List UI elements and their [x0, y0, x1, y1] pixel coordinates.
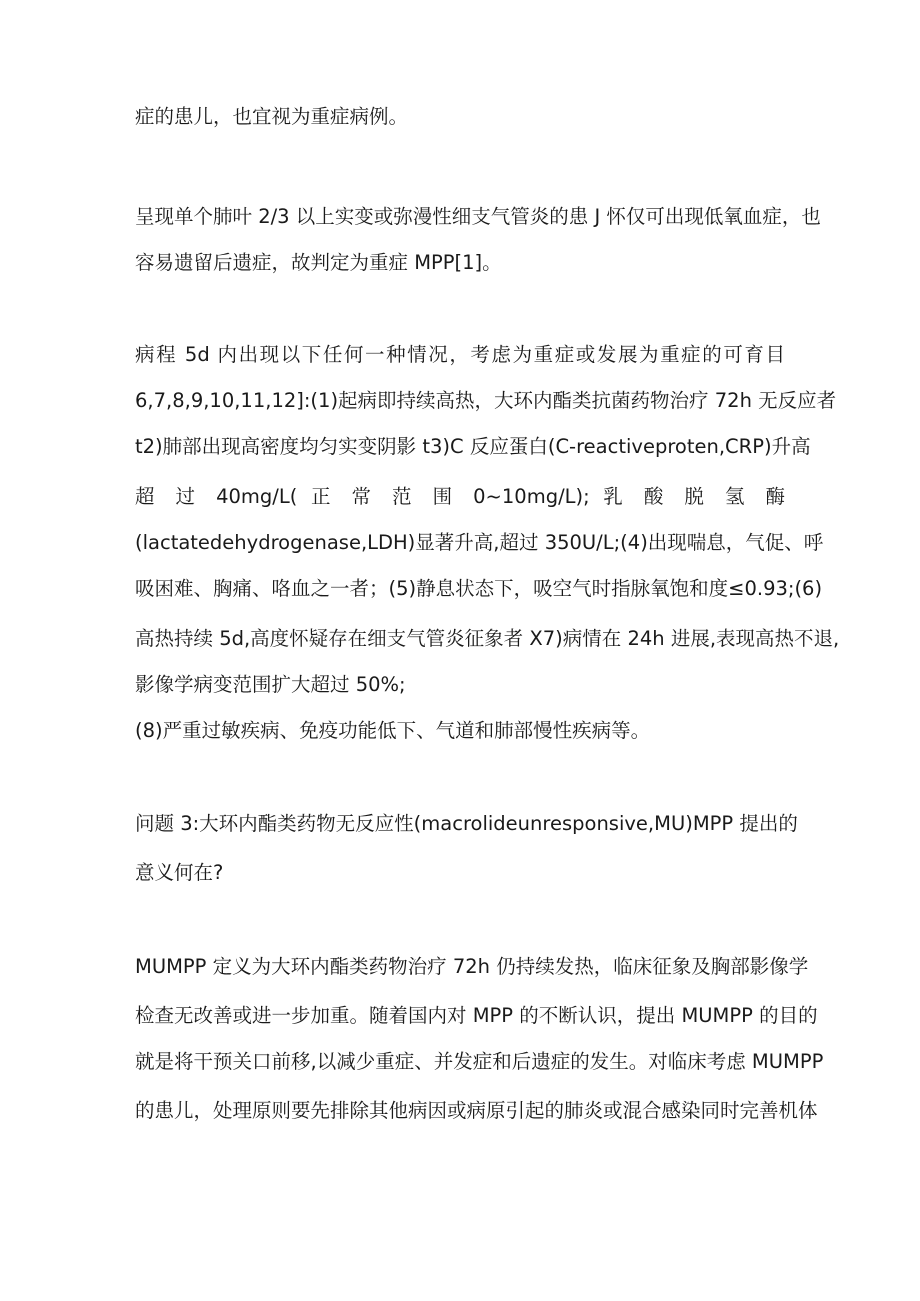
text-line: 影像学病变范围扩大超过 50%;	[135, 673, 406, 696]
text-line: t2)肺部出现高密度均匀实变阴影 t3)C 反应蛋白(C-reactiveproten,CRP)升高	[135, 435, 811, 458]
text-line: 检查无改善或进一步加重。随着国内对 MPP 的不断认识，提出 MUMPP 的目的	[135, 1004, 818, 1027]
text-line: 高热持续 5d,高度怀疑存在细支气管炎征象者 X7)病情在 24h 进展,表现高热不退,	[135, 627, 840, 650]
text-line: 问题 3:大环内酯类药物无反应性(macrolideunresponsive,MU)MPP 提出的	[135, 812, 798, 835]
text-line: (8)严重过敏疾病、免疫功能低下、气道和肺部慢性疾病等。	[135, 719, 651, 742]
text-line: 超 过 40mg/L( 正 常 范 围 0~10mg/L); 乳 酸 脱 氢 酶	[135, 485, 785, 508]
text-line: 呈现单个肺叶 2/3 以上实变或弥漫性细支气管炎的患 J 怀仅可出现低氧血症，也	[135, 205, 821, 228]
text-line: 意义何在?	[135, 861, 224, 884]
text-line: 就是将干预关口前移,以减少重症、并发症和后遗症的发生。对临床考虑 MUMPP	[135, 1050, 824, 1073]
text-line: 的患儿，处理原则要先排除其他病因或病原引起的肺炎或混合感染同时完善机体	[135, 1099, 818, 1122]
text-line: (lactatedehydrogenase,LDH)显著升高,超过 350U/L;(4)出现喘息，气促、呼	[135, 531, 824, 554]
text-line: MUMPP 定义为大环内酯类药物治疗 72h 仍持续发热，临床征象及胸部影像学	[135, 955, 809, 978]
text-line: 吸困难、胸痛、咯血之一者；(5)静息状态下，吸空气时指脉氧饱和度≤0.93;(6)	[135, 577, 823, 600]
text-line: 病程 5d 内出现以下任何一种情况，考虑为重症或发展为重症的可育目	[135, 343, 785, 366]
text-line: 症的患儿，也宜视为重症病例。	[135, 105, 409, 128]
text-line: 容易遗留后遗症，故判定为重症 MPP[1]。	[135, 251, 502, 274]
text-line: 6,7,8,9,10,11,12]:(1)起病即持续高热，大环内酯类抗菌药物治疗 72h 无反应者	[135, 389, 837, 412]
